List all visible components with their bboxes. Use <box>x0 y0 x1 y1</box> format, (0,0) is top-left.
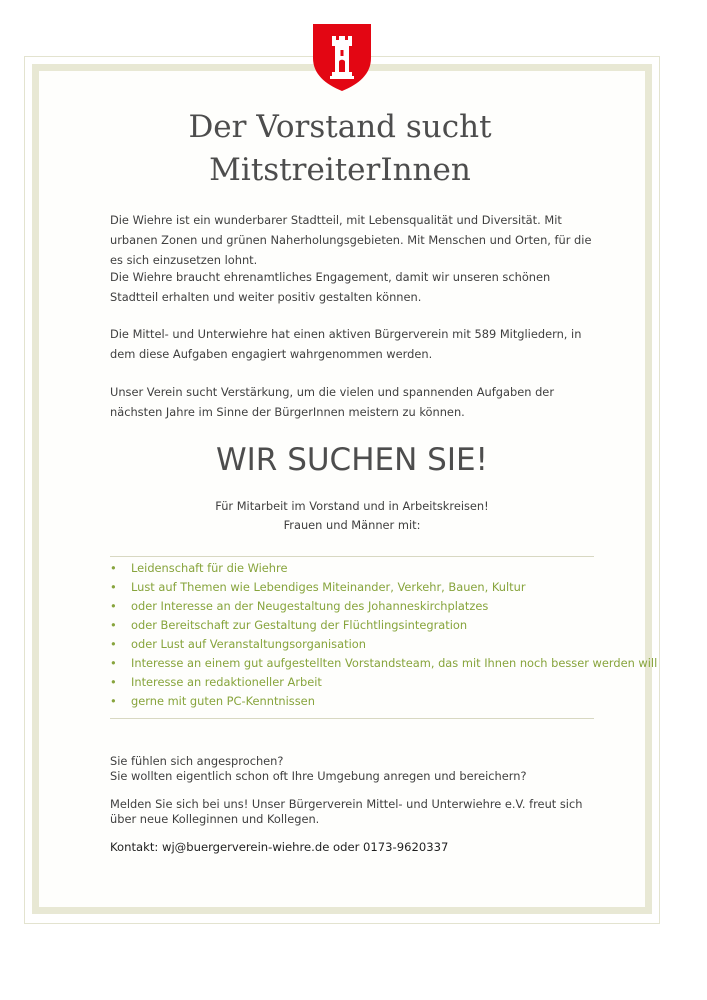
intro-paragraph: Die Wiehre braucht ehrenamtliches Engagement, damit wir unseren schönen Stadtteil erhalten und weiter positiv gestalten können. <box>110 270 551 304</box>
bullet-icon: • <box>110 675 117 689</box>
divider-bottom <box>110 718 594 719</box>
list-item <box>110 578 602 597</box>
bullet-icon: • <box>110 637 117 651</box>
closing-line-1: Sie fühlen sich angesprochen? <box>110 754 284 768</box>
list-item-text: Leidenschaft für die Wiehre <box>131 561 288 575</box>
list-item <box>110 692 602 711</box>
bullet-icon: • <box>110 618 117 632</box>
list-item-text: Interesse an einem gut aufgestellten Vorstandsteam, das mit Ihnen noch besser werden will <box>131 656 658 670</box>
closing-line-2: Sie wollten eigentlich schon oft Ihre Umgebung anregen und bereichern? <box>110 768 527 783</box>
castle-tower-icon <box>311 22 373 92</box>
list-item <box>110 635 602 654</box>
list-item-text: oder Interesse an der Neugestaltung des Johanneskirchplatzes <box>131 599 489 613</box>
bullet-icon: • <box>110 694 117 708</box>
bullet-icon: • <box>110 599 117 613</box>
title-line-2: MitstreiterInnen <box>209 152 471 188</box>
list-item <box>110 673 602 692</box>
intro-paragraph: Die Wiehre ist ein wunderbarer Stadtteil, mit Lebensqualität und Diversität. Mit urbanen Zonen und grünen Naherholungsgebieten. Mit Menschen und Orten, für die es sich einzusetzen lohnt. <box>110 213 592 267</box>
list-item-text: gerne mit guten PC-Kenntnissen <box>131 694 315 708</box>
intro-paragraph: Die Mittel- und Unterwiehre hat einen aktiven Bürgerverein mit 589 Mitgliedern, in dem diese Aufgaben engagiert wahrgenommen werden. <box>110 327 582 361</box>
bullet-icon: • <box>110 561 117 575</box>
list-item-text: oder Lust auf Veranstaltungsorganisation <box>131 637 366 651</box>
closing-paragraph: Melden Sie sich bei uns! Unser Bürgerverein Mittel- und Unterwiehre e.V. freut sich über neue Kolleginnen und Kollegen. <box>110 797 583 826</box>
list-item <box>110 597 602 616</box>
closing-question <box>110 754 602 783</box>
bullet-icon: • <box>110 580 117 594</box>
bullet-icon: • <box>110 656 117 670</box>
list-item-text: Lust auf Themen wie Lebendiges Miteinander, Verkehr, Bauen, Kultur <box>131 580 526 594</box>
intro-paragraph: Unser Verein sucht Verstärkung, um die vielen und spannenden Aufgaben der nächsten Jahre im Sinne der BürgerInnen meistern zu können. <box>110 385 554 419</box>
list-item-text: oder Bereitschaft zur Gestaltung der Flüchtlingsintegration <box>131 618 468 632</box>
call-to-action-heading: WIR SUCHEN SIE! <box>216 442 488 478</box>
list-item <box>110 654 658 673</box>
requirements-list <box>110 559 658 711</box>
title-line-1: Der Vorstand sucht <box>188 109 492 145</box>
list-item <box>110 616 602 635</box>
list-item <box>110 559 602 578</box>
page-title <box>90 106 590 192</box>
contact-line: Kontakt: wj@buergerverein-wiehre.de oder 0173-9620337 <box>110 840 449 854</box>
subheading-line-2: Frauen und Männer mit: <box>283 518 421 532</box>
list-item-text: Interesse an redaktioneller Arbeit <box>131 675 322 689</box>
divider-top <box>110 556 594 557</box>
subheading-line-1: Für Mitarbeit im Vorstand und in Arbeitskreisen! <box>215 499 489 513</box>
